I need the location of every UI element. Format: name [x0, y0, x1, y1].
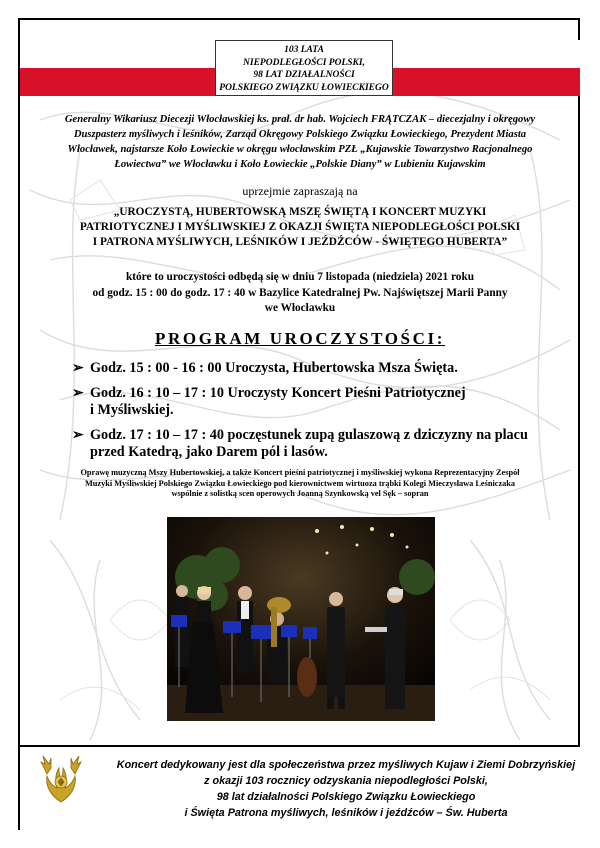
invitation-phrase: uprzejmie zapraszają na [242, 184, 358, 198]
event-title-line-1: „UROCZYSTĄ, HUBERTOWSKĄ MSZĘ ŚWIĘTĄ I KONCERT MUZYKI [113, 206, 487, 218]
dedication-line-4: i Święta Patrona myśliwych, leśników i jeźdźców – Św. Huberta [184, 807, 508, 819]
date-line-3: we Włocławku [264, 302, 336, 314]
arrow-bullet-icon: ➢ [72, 385, 84, 401]
dedication-line-3: 98 lat działalności Polskiego Związku Łowieckiego [216, 791, 476, 803]
dedication-line-2: z okazji 103 rocznicy odzyskania niepodległości Polski, [204, 775, 488, 787]
concert-photo-illustration [167, 517, 435, 721]
program-item [72, 360, 552, 377]
organizers-paragraph [30, 112, 570, 172]
arrow-bullet-icon: ➢ [72, 360, 84, 376]
date-line-1: które to uroczystości odbędą się w dniu 7 listopada (niedziela) 2021 roku [125, 271, 475, 283]
note-line-3: wspólnie z solistką scen operowych Joanną Szynkowską vel Sęk – sopran [171, 489, 429, 498]
footer [20, 745, 580, 832]
program-heading [30, 329, 570, 349]
arrow-bullet-icon: ➢ [72, 427, 84, 443]
organizers-line-4: Łowiectwa” we Włocławku i Koło Łowieckie „Polskie Diany” w Lubieniu Kujawskim [114, 159, 486, 170]
dedication-text [116, 757, 576, 821]
organizers-line-2: Duszpasterz myśliwych i leśników, Zarząd Okręgowy Polskiego Związku Łowieckiego, Prezydent Miasta [73, 129, 527, 140]
program-item [72, 385, 552, 419]
date-location [30, 270, 570, 317]
anniversary-line-4: POLSKIEGO ZWIĄZKU ŁOWIECKIEGO [219, 82, 389, 93]
music-note [30, 468, 570, 500]
date-line-2: od godz. 15 : 00 do godz. 17 : 40 w Bazylice Katedralnej Pw. Najświętszej Marii Panny [92, 286, 508, 299]
program-item [72, 427, 552, 461]
program-item-line-2: przed Katedrą, jako Darem pól i lasów. [90, 444, 328, 460]
anniversary-line-3: 98 LAT DZIAŁALNOŚCI [253, 70, 355, 80]
organizers-line-1: Generalny Wikariusz Diecezji Włocławskiej ks. prał. dr hab. Wojciech FRĄTCZAK – diecezjalny i okręgowy [64, 114, 536, 125]
cello [297, 657, 317, 697]
program-item-line-2: i Myśliwskiej. [90, 402, 174, 418]
note-line-2: Muzyki Myśliwskiej Polskiego Związku Łowieckiego pod kierownictwem wirtuoza trąbki Kolegi Mieczysława Leśniczaka [84, 478, 516, 488]
program-item-line-1: Godz. 17 : 10 – 17 : 40 poczęstunek zupą gulaszową z dziczyzny na placu [90, 427, 528, 443]
concert-photo [167, 517, 435, 721]
event-title-line-2: PATRIOTYCZNEJ I MYŚLIWSKIEJ Z OKAZJI ŚWIĘTA NIEPODLEGŁOŚCI POLSKI [79, 221, 521, 233]
anniversary-line-2: NIEPODLEGŁOŚCI POLSKI, [243, 57, 365, 68]
anniversary-line-1: 103 LATA [284, 45, 324, 55]
event-title [30, 205, 570, 250]
event-title-line-3: I PATRONA MYŚLIWYCH, LEŚNIKÓW I JEŹDŹCÓW - ŚWIĘTEGO HUBERTA” [92, 236, 508, 248]
note-line-1: Oprawę muzyczną Mszy Hubertowskiej, a także Koncert pieśni patriotycznej i myśliwskiej wykona Reprezentacyjny Zespół [80, 468, 520, 477]
hunting-association-emblem [33, 752, 89, 808]
program-item-line-1: Godz. 16 : 10 – 17 : 10 Uroczysty Koncert Pieśni Patriotycznej [90, 385, 466, 401]
program-heading-text: PROGRAM UROCZYSTOŚCI: [155, 329, 445, 348]
program-item-line-1: Godz. 15 : 00 - 16 : 00 Uroczysta, Hubertowska Msza Święta. [90, 360, 458, 376]
dedication-line-1: Koncert dedykowany jest dla społeczeństwa przez myśliwych Kujaw i Ziemi Dobrzyńskiej [116, 759, 576, 771]
organizers-line-3: Włocławek, najstarsze Koło Łowieckie w okręgu włocławskim PZŁ „Kujawskie Towarzystwo Racjonalnego [67, 144, 533, 155]
anniversary-title-box [215, 40, 393, 96]
program-list [72, 360, 552, 469]
